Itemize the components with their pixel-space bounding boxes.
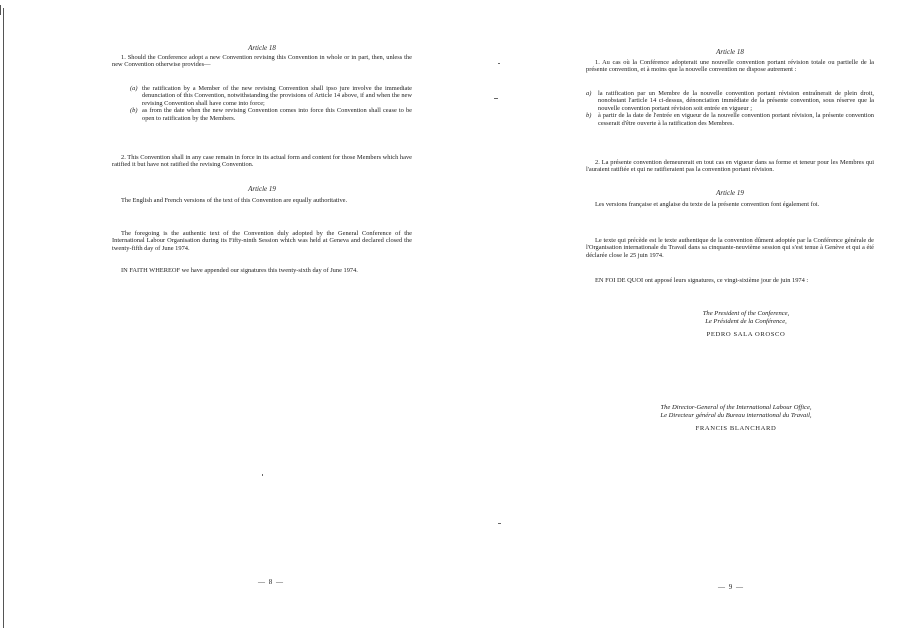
scan-speck bbox=[262, 474, 263, 476]
authentic-text-statement: The foregoing is the authentic text of the Convention duly adopted by the General Conference of the International Labour Organisation during its Fifty-ninth Session which was held at Geneva and declared closed the twenty-fifth day of June 1974. bbox=[112, 230, 412, 252]
article-18-heading: Article 18 bbox=[716, 48, 744, 56]
article-18-item-b bbox=[586, 112, 874, 127]
authentic-text-statement: Le texte qui précède est le texte authentique de la convention dûment adoptée par la Conférence générale de l'Organisation internationale du Travail dans sa cinquante-neuvième session qui s'est tenue à Genève et qui a été déclarée close le 25 juin 1974. bbox=[586, 237, 874, 259]
article-19-text: Les versions française et anglaise du texte de la présente convention font également foi. bbox=[595, 201, 820, 208]
article-18-paragraph-1: 1. Au cas où la Conférence adopterait une nouvelle convention portant révision totale ou partielle de la présente convention, et à moins que la nouvelle convention ne dispose autrement : bbox=[586, 59, 874, 74]
article-18-paragraph-2: 2. This Convention shall in any case remain in force in its actual form and content for those Members which have ratified it but have not ratified the revising Convention. bbox=[112, 154, 412, 169]
president-title-fr: Le Président de la Conférence, bbox=[705, 318, 787, 325]
item-label: b) bbox=[586, 112, 592, 120]
article-18-paragraph-2: 2. La présente convention demeurerait en tout cas en vigueur dans sa forme et teneur pour les Membres qui l'auraient ratifiée et qui ne ratifieraient pas la convention portant révision. bbox=[586, 159, 874, 174]
article-18-item-a bbox=[586, 90, 874, 112]
article-19-text: The English and French versions of the text of this Convention are equally authoritative. bbox=[121, 197, 348, 204]
item-text: the ratification by a Member of the new revising Convention shall ipso jure involve the immediate denunciation of this Convention, notwithstanding the provisions of Article 14 above, if and when the new revising Convention shall have come into force; bbox=[142, 85, 412, 107]
page-number: — 8 — bbox=[258, 578, 284, 586]
item-text: as from the date when the new revising Convention comes into force this Convention shall cease to be open to ratification by the Members. bbox=[142, 107, 412, 122]
item-text: la ratification par un Membre de la nouvelle convention portant révision entraînerait de plein droit, nonobstant l'article 14 ci-dessus, dénonciation immédiate de la présente convention, sous réserve que la nouvelle convention portant révision soit entrée en vigueur ; bbox=[598, 90, 874, 112]
director-general-title-en: The Director-General of the International Labour Office, bbox=[660, 404, 812, 411]
article-18-heading: Article 18 bbox=[248, 44, 276, 52]
director-general-name: FRANCIS BLANCHARD bbox=[695, 425, 777, 432]
president-title-en: The President of the Conference, bbox=[702, 310, 790, 317]
scan-speck bbox=[498, 63, 500, 64]
binding-edge-tick bbox=[0, 5, 5, 15]
scan-speck bbox=[498, 523, 501, 524]
item-label: (b) bbox=[130, 107, 138, 115]
binding-edge-line bbox=[3, 8, 4, 628]
en-foi-de-quoi-statement: EN FOI DE QUOI ont apposé leurs signatures, ce vingt-sixième jour de juin 1974 : bbox=[595, 277, 809, 284]
item-text: à partir de la date de l'entrée en vigueur de la nouvelle convention portant révision, la présente convention cesserait d'être ouverte à la ratification des Membres. bbox=[598, 112, 874, 127]
article-18-paragraph-1: 1. Should the Conference adopt a new Convention revising this Convention in whole or in part, then, unless the new Convention otherwise provides— bbox=[112, 54, 412, 69]
president-name: PEDRO SALA OROSCO bbox=[706, 331, 786, 338]
page-number: — 9 — bbox=[718, 583, 744, 591]
scan-speck bbox=[494, 98, 498, 99]
in-faith-statement: IN FAITH WHEREOF we have appended our signatures this twenty-sixth day of June 1974. bbox=[121, 267, 358, 274]
article-19-heading: Article 19 bbox=[716, 189, 744, 197]
director-general-title-fr: Le Directeur général du Bureau international du Travail, bbox=[660, 412, 812, 419]
article-18-item-a bbox=[130, 85, 412, 107]
president-signature-block bbox=[646, 310, 846, 338]
item-label: a) bbox=[586, 90, 592, 97]
article-19-heading: Article 19 bbox=[248, 185, 276, 193]
item-label: (a) bbox=[130, 85, 138, 92]
article-18-item-b bbox=[130, 107, 412, 122]
director-general-signature-block bbox=[616, 404, 856, 432]
